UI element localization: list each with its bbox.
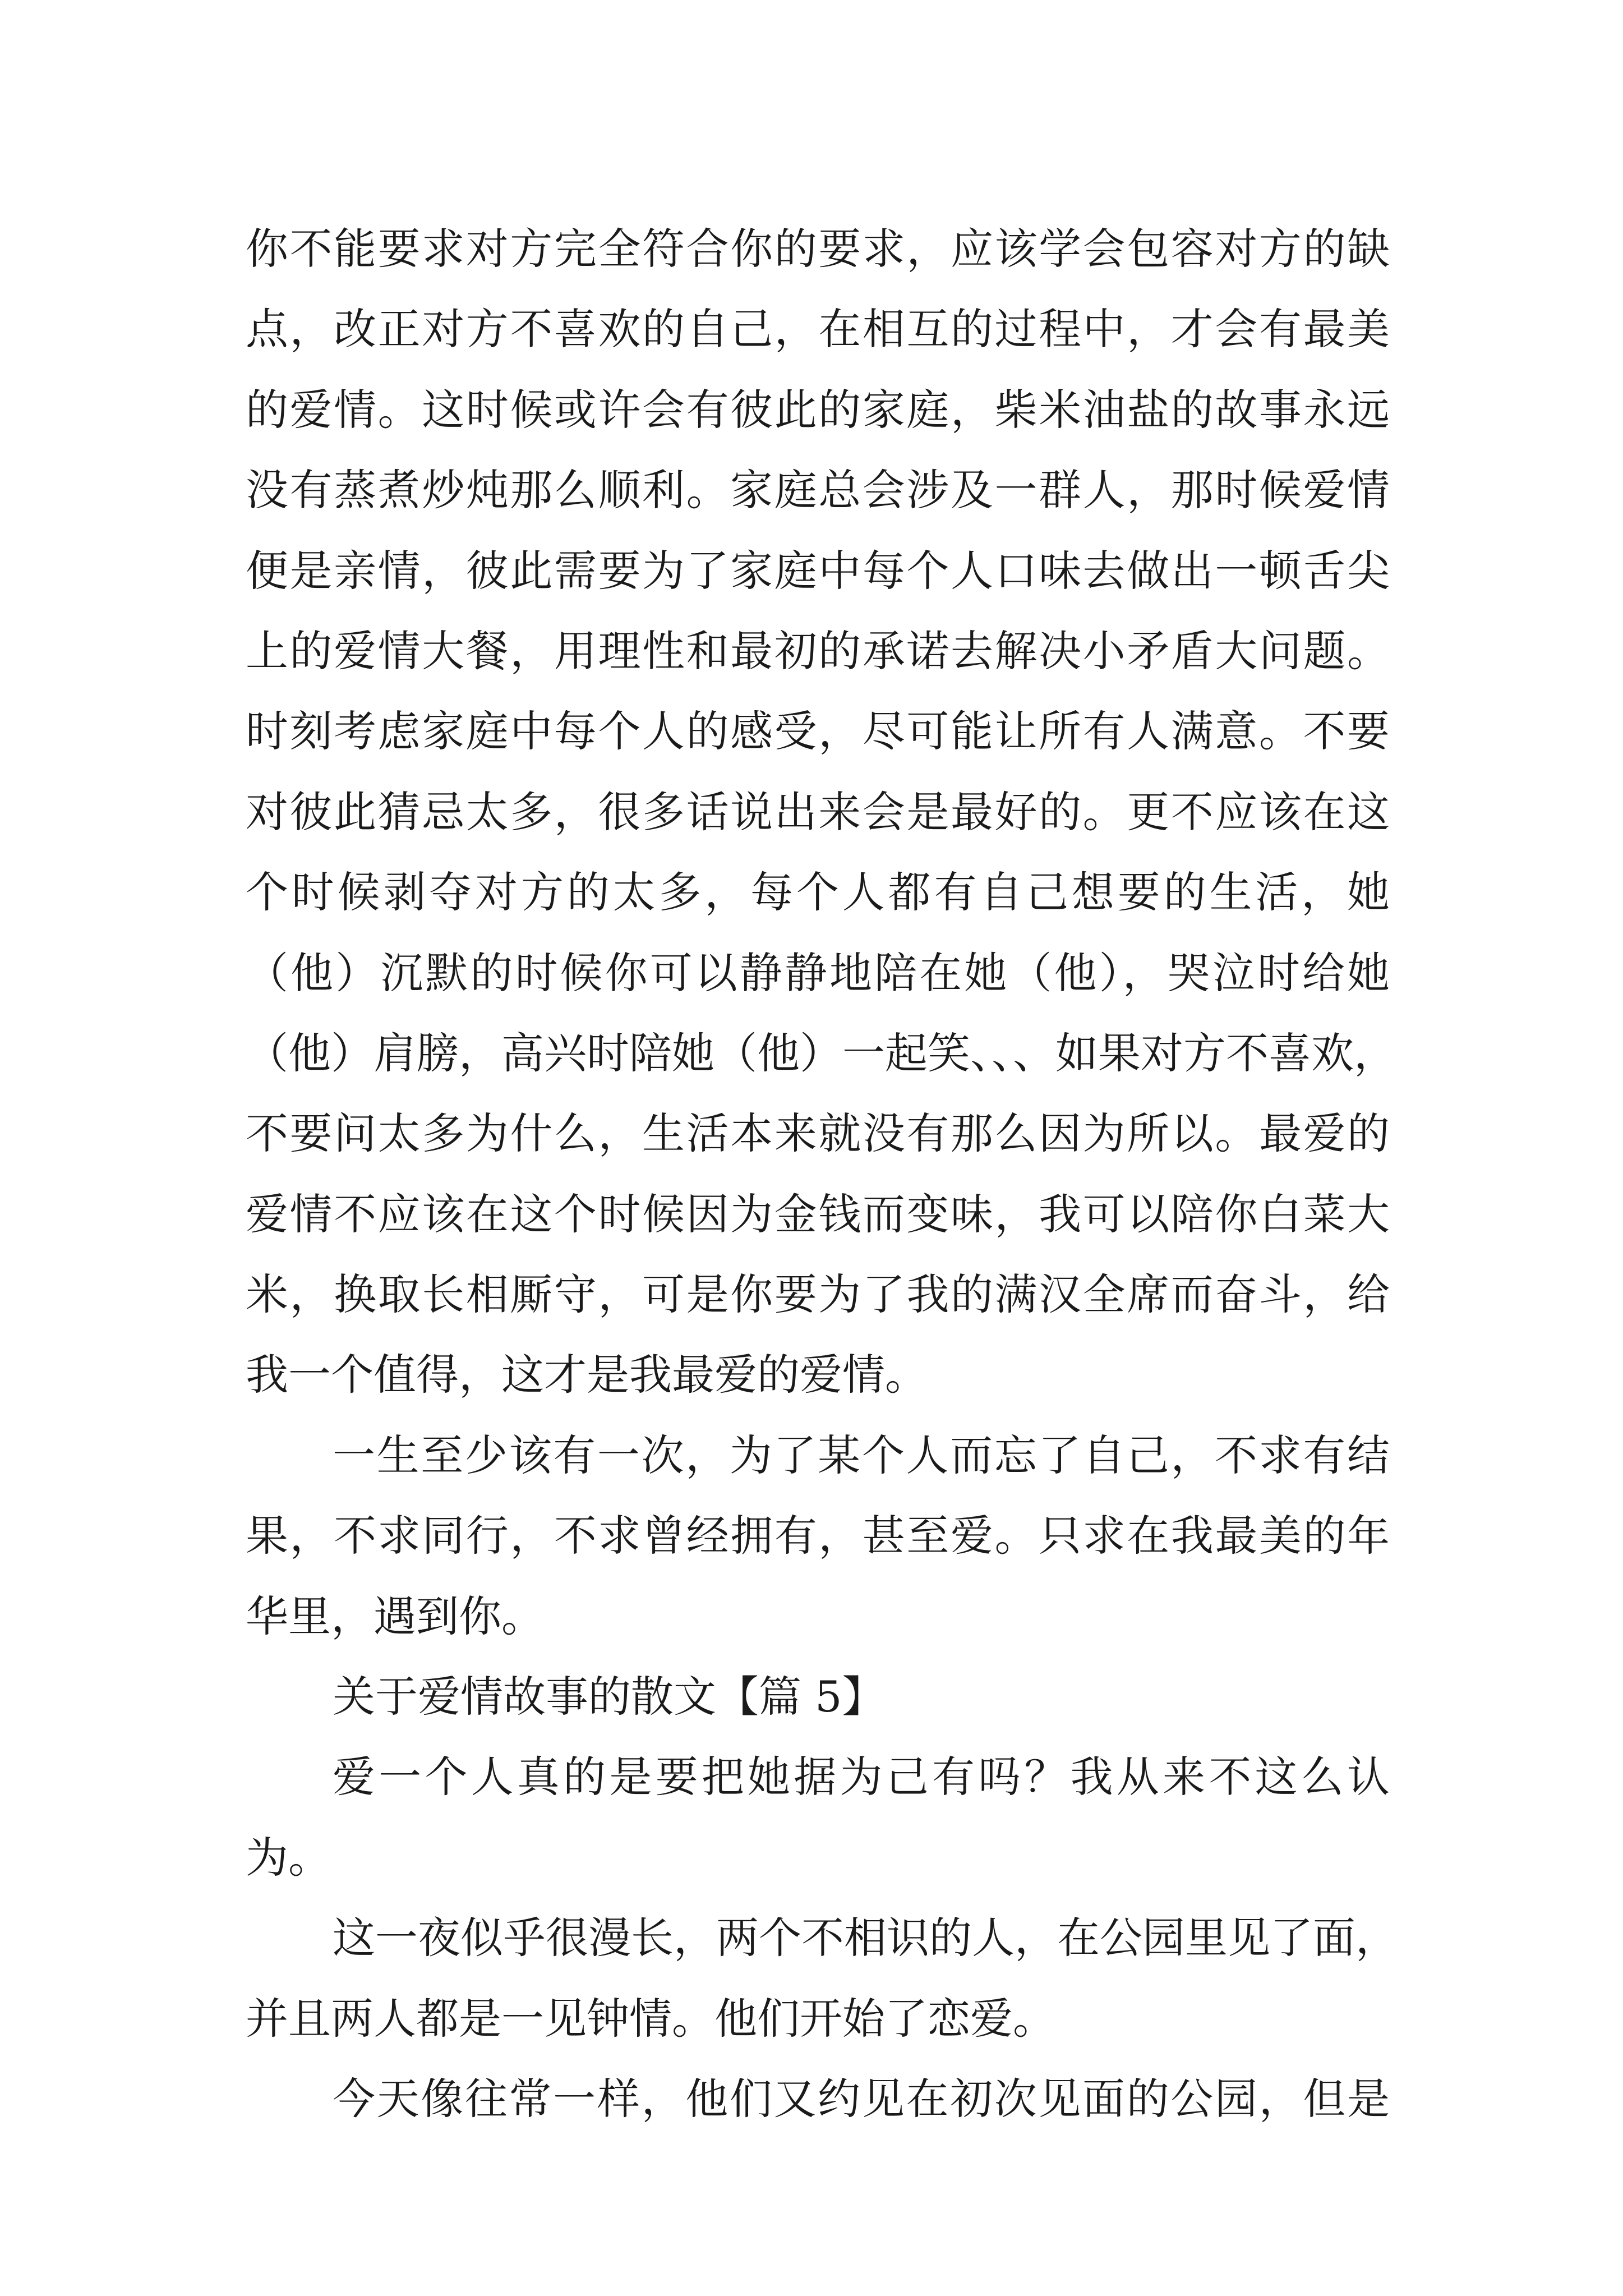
text-line: 我一个值得，这才是我最爱的爱情。: [246, 1350, 928, 1400]
text-line: 一生至少该有一次，为了某个人而忘了自己，不求有结: [333, 1430, 1390, 1480]
text-line: 上的爱情大餐，用理性和最初的承诺去解决小矛盾大问题。: [246, 625, 1390, 676]
text-line: 你不能要求对方完全符合你的要求，应该学会包容对方的缺: [246, 224, 1390, 274]
text-line: 不要问太多为什么，生活本来就没有那么因为所以。最爱的: [246, 1108, 1390, 1159]
text-line: （他）肩膀，高兴时陪她（他）一起笑、、、如果对方不喜欢，: [246, 1028, 1396, 1078]
text-line: 爱情不应该在这个时候因为金钱而变味，我可以陪你白菜大: [246, 1189, 1390, 1239]
text-line: 时刻考虑家庭中每个人的感受，尽可能让所有人满意。不要: [246, 706, 1390, 757]
text-line: 为。: [246, 1832, 331, 1883]
text-line: 今天像往常一样，他们又约见在初次见面的公园，但是: [333, 2073, 1390, 2124]
document-body: [246, 209, 1398, 2139]
text-line: 华里，遇到你。: [246, 1591, 544, 1641]
text-line: 果，不求同行，不求曾经拥有，甚至爱。只求在我最美的年: [246, 1511, 1390, 1561]
text-line: 的爱情。这时候或许会有彼此的家庭，柴米油盐的故事永远: [246, 384, 1390, 435]
text-line: 个时候剥夺对方的太多，每个人都有自己想要的生活，她: [246, 867, 1390, 918]
text-line: 便是亲情，彼此需要为了家庭中每个人口味去做出一顿舌尖: [246, 545, 1390, 596]
text-line: 这一夜似乎很漫长，两个不相识的人，在公园里见了面，: [333, 1913, 1398, 1963]
text-line: 没有蒸煮炒炖那么顺利。家庭总会涉及一群人，那时候爱情: [246, 465, 1390, 516]
text-line: 爱一个人真的是要把她据为己有吗？我从来不这么认: [333, 1752, 1390, 1802]
text-line: （他）沉默的时候你可以静静地陪在她（他），哭泣时给她: [246, 947, 1390, 998]
section-heading: 关于爱情故事的散文【篇 5】: [333, 1672, 885, 1722]
text-line: 并且两人都是一见钟情。他们开始了恋爱。: [246, 1993, 1055, 2044]
text-line: 点，改正对方不喜欢的自己，在相互的过程中，才会有最美: [246, 304, 1390, 355]
text-line: 对彼此猜忌太多，很多话说出来会是最好的。更不应该在这: [246, 786, 1390, 837]
text-line: 米，换取长相厮守，可是你要为了我的满汉全席而奋斗，给: [246, 1269, 1390, 1320]
